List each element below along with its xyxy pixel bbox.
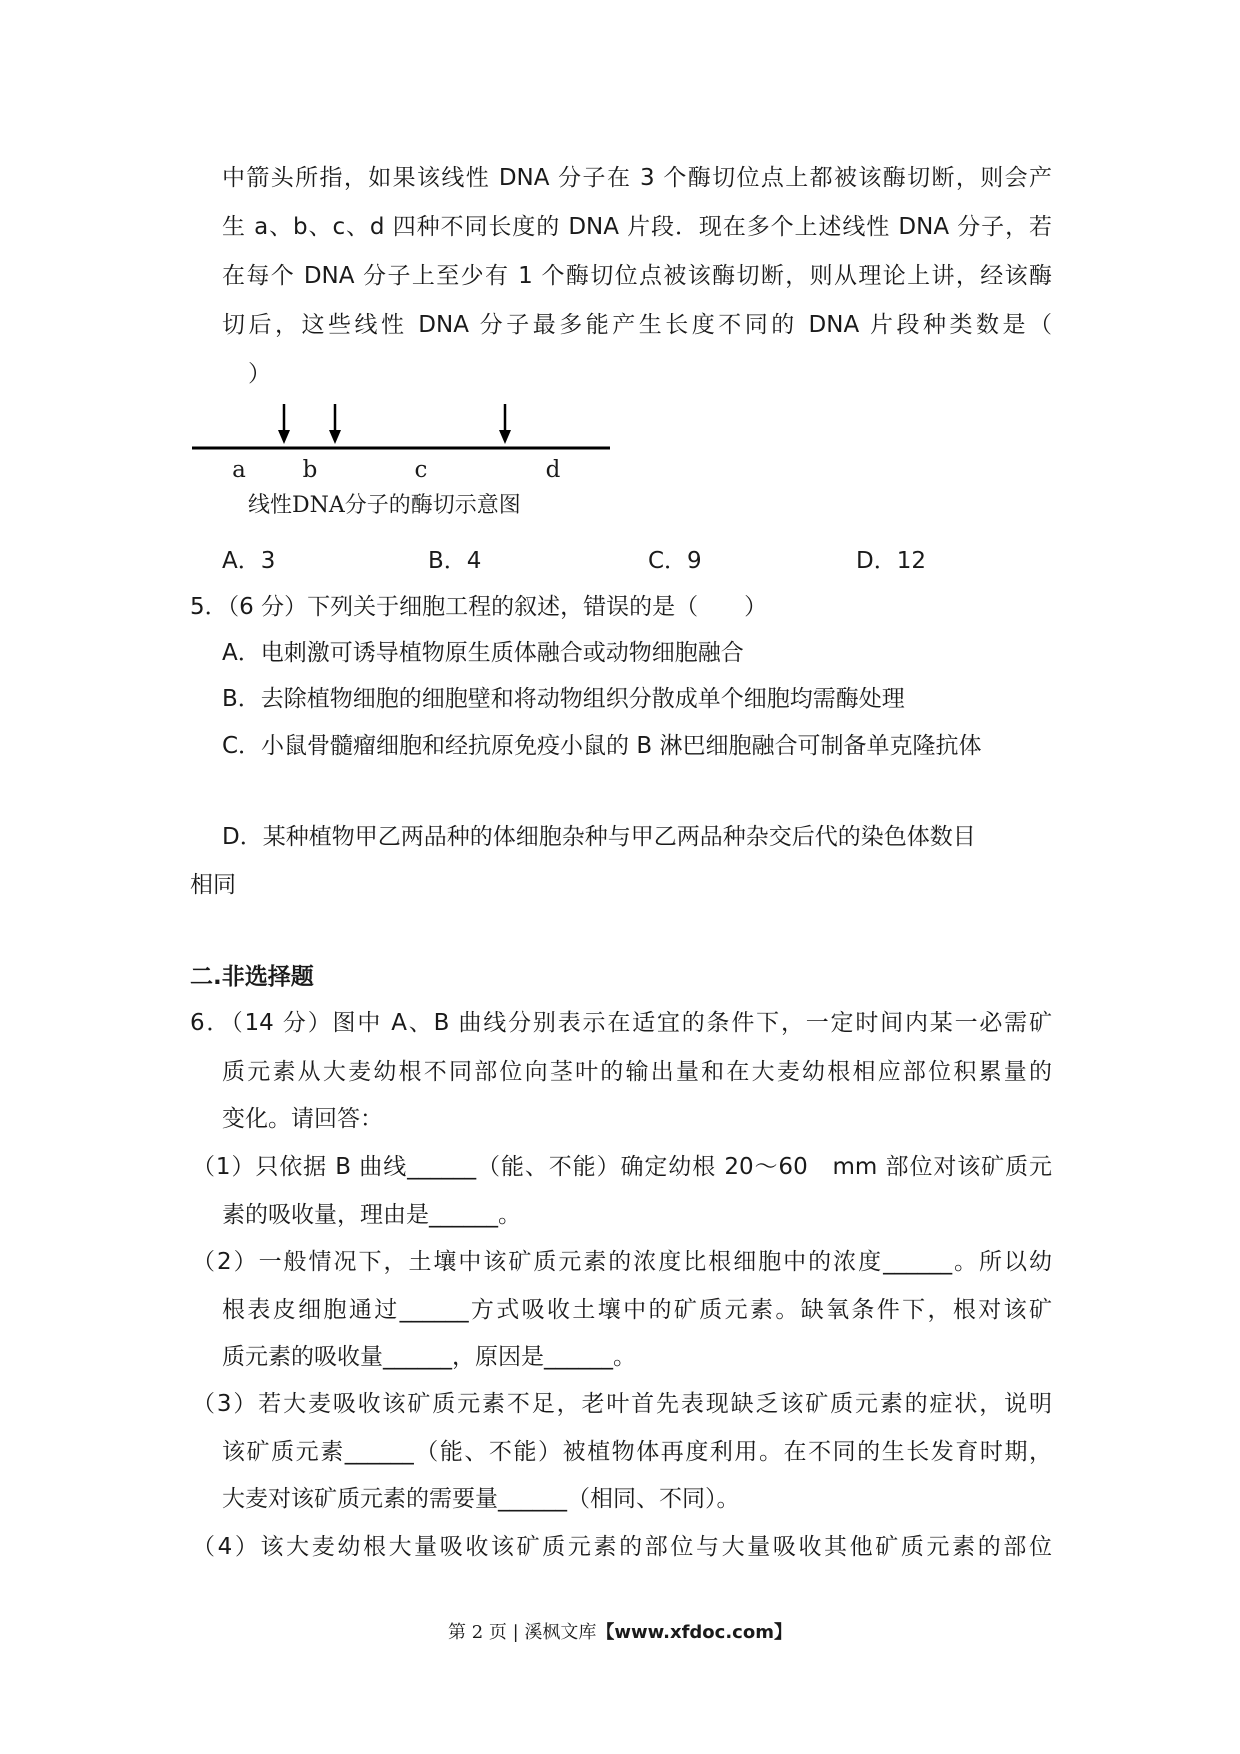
q6-part2-line-1: （2）一般情况下，土壤中该矿质元素的浓度比根细胞中的浓度______。所以幼 [192, 1249, 1052, 1275]
cut-site-arrow [329, 404, 341, 444]
q6-part4-line-1: （4）该大麦幼根大量吸收该矿质元素的部位与大量吸收其他矿质元素的部位 [192, 1534, 1052, 1560]
q5-option-d-line-2: 相同 [190, 872, 236, 898]
fragment-label-d: d [545, 457, 561, 483]
q4-option-d: D．12 [856, 548, 926, 574]
q5-stem: 5．（6 分）下列关于细胞工程的叙述，错误的是（ ） [190, 594, 768, 620]
q4-option-a: A．3 [222, 548, 276, 574]
q6-part1-line-2: 素的吸收量，理由是______。 [222, 1202, 521, 1228]
dna-cleavage-figure [192, 400, 617, 530]
q6-part2-line-3: 质元素的吸收量______，原因是______。 [222, 1344, 636, 1370]
q4-option-b: B．4 [428, 548, 482, 574]
q6-part3-line-1: （3）若大麦吸收该矿质元素不足，老叶首先表现缺乏该矿质元素的症状，说明 [192, 1391, 1052, 1417]
page-footer [0, 1621, 1240, 1645]
q6-part3-line-3: 大麦对该矿质元素的需要量______（相同、不同）。 [222, 1486, 740, 1512]
figure-caption: 线性DNA分子的酶切示意图 [248, 493, 521, 518]
q6-part1-line-1: （1）只依据 B 曲线______（能、不能）确定幼根 20～60 mm 部位对该矿质元 [192, 1154, 1052, 1180]
q6-stem-line-3: 变化。请回答： [222, 1106, 383, 1132]
cut-site-arrow [278, 404, 290, 444]
q6-stem-line-1: 6．（14 分）图中 A、B 曲线分别表示在适宜的条件下，一定时间内某一必需矿 [190, 1010, 1052, 1036]
q5-option-a: A．电刺激可诱导植物原生质体融合或动物细胞融合 [222, 640, 744, 666]
q6-stem-line-2: 质元素从大麦幼根不同部位向茎叶的输出量和在大麦幼根相应部位积累量的 [222, 1059, 1052, 1085]
q4-stem-line-4: 切后，这些线性 DNA 分子最多能产生长度不同的 DNA 片段种类数是（ [222, 312, 1052, 338]
q4-option-c: C．9 [648, 548, 702, 574]
q6-part2-line-2: 根表皮细胞通过______方式吸收土壤中的矿质元素。缺氧条件下，根对该矿 [222, 1297, 1052, 1323]
q4-stem-line-5: ） [248, 361, 271, 387]
cut-site-arrow [499, 404, 511, 444]
footer-site-link[interactable]: 【www.xfdoc.com】 [596, 1622, 792, 1643]
q6-part3-line-2: 该矿质元素______（能、不能）被植物体再度利用。在不同的生长发育时期， [222, 1439, 1052, 1465]
section-heading: 二.非选择题 [190, 964, 314, 990]
q4-stem-line-3: 在每个 DNA 分子上至少有 1 个酶切位点被该酶切断，则从理论上讲，经该酶 [222, 263, 1052, 289]
fragment-label-a: a [232, 457, 246, 483]
fragment-label-c: c [414, 457, 428, 483]
q5-option-b: B．去除植物细胞的细胞壁和将动物组织分散成单个细胞均需酶处理 [222, 686, 905, 712]
q4-stem-line-2: 生 a、b、c、d 四种不同长度的 DNA 片段．现在多个上述线性 DNA 分子，若 [222, 214, 1052, 240]
footer-page-number: 第 2 页 | 溪枫文库 [448, 1622, 597, 1643]
q4-stem-line-1: 中箭头所指，如果该线性 DNA 分子在 3 个酶切位点上都被该酶切断，则会产 [222, 165, 1052, 191]
fragment-label-b: b [302, 457, 318, 483]
q5-option-c: C．小鼠骨髓瘤细胞和经抗原免疫小鼠的 B 淋巴细胞融合可制备单克隆抗体 [222, 733, 982, 759]
q5-option-d-line-1: D．某种植物甲乙两品种的体细胞杂种与甲乙两品种杂交后代的染色体数目 [222, 824, 976, 850]
